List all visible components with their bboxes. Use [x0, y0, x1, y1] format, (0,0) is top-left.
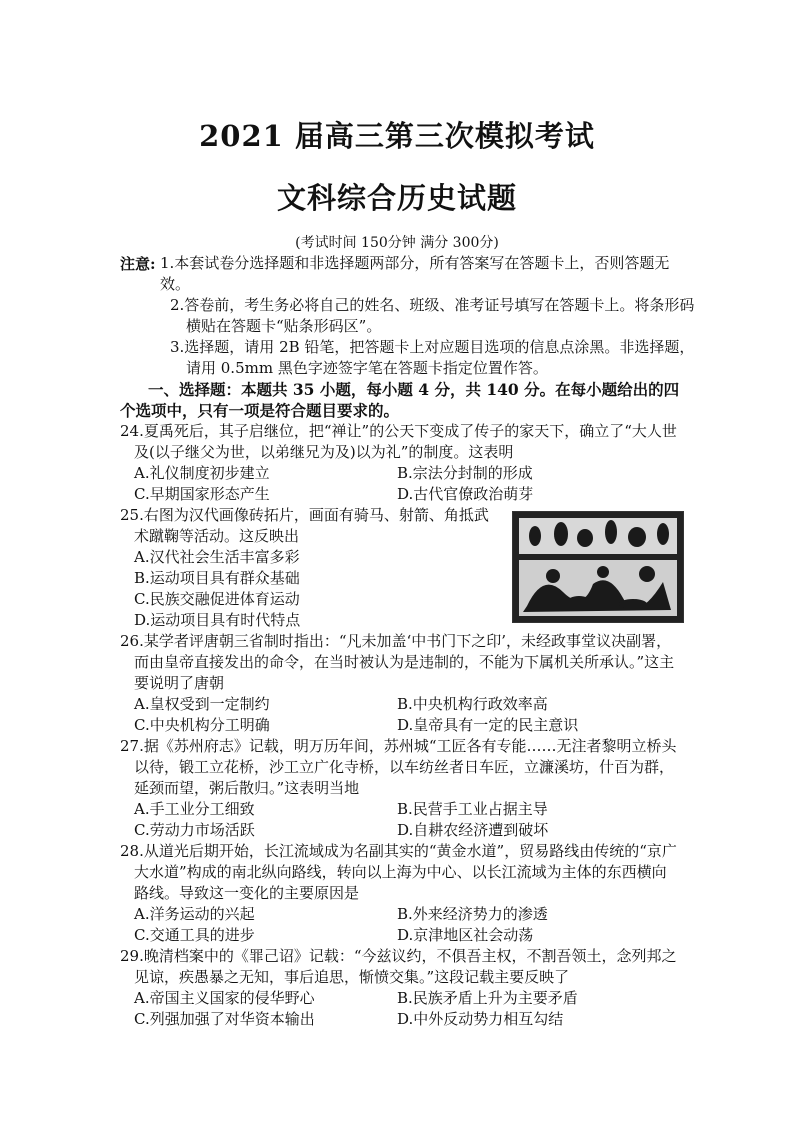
- option-b: B.宗法分封制的形成: [397, 464, 533, 482]
- note-item-2: 2.答卷前，考生务必将自己的姓名、班级、准考证号填写在答题卡上。将条形码横贴在答题卡“贴条形码区”。: [170, 296, 695, 335]
- option-d: D.京津地区社会动荡: [397, 926, 534, 944]
- option-d: D.古代官僚政治萌芽: [397, 485, 534, 503]
- exam-title: 2021 届高三第三次模拟考试: [199, 119, 595, 153]
- exam-subtitle: 文科综合历史试题: [276, 181, 517, 215]
- han-brick-rubbing-image: [512, 511, 684, 623]
- question-26: [120, 631, 680, 736]
- question-25: [120, 505, 500, 631]
- question-29: [120, 946, 680, 1030]
- question-28: [120, 841, 680, 946]
- question-stem: 29.晚清档案中的《罪己诏》记载：“今兹议约，不俱吾主权，不割吾领土，念列邦之见谅，疾愚暴之无知，事后追思，惭愤交集。”这段记载主要反映了: [120, 947, 677, 986]
- option-a: A.汉代社会生活丰富多彩: [134, 548, 300, 566]
- rubbing-illustration: [513, 512, 683, 622]
- note-item-1: 1.本套试卷分选择题和非选择题两部分，所有答案写在答题卡上，否则答题无效。: [160, 254, 670, 293]
- options: [120, 799, 680, 841]
- option-c: C.中央机构分工明确: [134, 716, 270, 734]
- option-d: D.运动项目具有时代特点: [134, 611, 301, 629]
- option-b: B.民营手工业占据主导: [397, 800, 548, 818]
- option-c: C.早期国家形态产生: [134, 485, 270, 503]
- question-stem: 27.据《苏州府志》记载，明万历年间，苏州城“工匠各有专能……无注者黎明立桥头以待，锻工立花桥，沙工立广化寺桥，以车纺丝者日车匠，立濂溪坊，什百为群，延颈而望，粥后散归。”这表明当地: [120, 737, 677, 797]
- options: [120, 547, 500, 631]
- question-stem: 24.夏禹死后，其子启继位，把“禅让”的公天下变成了传子的家天下，确立了“大人世及(以子继父为世，以弟继兄为及)以为礼”的制度。这表明: [120, 422, 677, 461]
- option-c: C.交通工具的进步: [134, 926, 255, 944]
- option-c: C.列强加强了对华资本输出: [134, 1010, 315, 1028]
- options: [120, 904, 680, 946]
- option-c: C.劳动力市场活跃: [134, 821, 255, 839]
- question-stem: 25.右图为汉代画像砖拓片，画面有骑马、射箭、角抵武术蹴鞠等活动。这反映出: [120, 506, 489, 545]
- option-d: D.皇帝具有一定的民主意识: [397, 716, 579, 734]
- question-stem: 26.某学者评唐朝三省制时指出：“凡未加盖‘中书门下之印’，未经政事堂议决副署，而由皇帝直接发出的命令，在当时被认为是违制的，不能为下属机关所承认。”这主要说明了唐朝: [120, 632, 675, 692]
- option-a: A.洋务运动的兴起: [134, 905, 255, 923]
- option-a: A.皇权受到一定制约: [134, 695, 270, 713]
- question-27: [120, 736, 680, 841]
- option-a: A.手工业分工细致: [134, 800, 255, 818]
- options: [120, 694, 680, 736]
- option-b: B.民族矛盾上升为主要矛盾: [397, 989, 578, 1007]
- notes-label: 注意:: [120, 255, 156, 273]
- options: [120, 463, 680, 505]
- option-d: D.自耕农经济遭到破坏: [397, 821, 549, 839]
- option-a: A.礼仪制度初步建立: [134, 464, 270, 482]
- option-b: B.运动项目具有群众基础: [134, 569, 300, 587]
- option-a: A.帝国主义国家的侵华野心: [134, 989, 315, 1007]
- options: [120, 988, 680, 1030]
- question-stem: 28.从道光后期开始，长江流域成为名副其实的“黄金水道”，贸易路线由传统的“京广大水道”构成的南北纵向路线，转向以上海为中心、以长江流域为主体的东西横向路线。导致这一变化的主要原因是: [120, 842, 677, 902]
- option-b: B.中央机构行政效率高: [397, 695, 548, 713]
- exam-info: (考试时间 150分钟 满分 300分): [295, 235, 499, 251]
- question-24: [120, 421, 680, 505]
- option-d: D.中外反动势力相互勾结: [397, 1010, 564, 1028]
- option-c: C.民族交融促进体育运动: [134, 590, 300, 608]
- note-item-3: 3.选择题，请用 2B 铅笔，把答题卡上对应题目选项的信息点涂黑。非选择题，请用 0.5mm 黑色字迹签字笔在答题卡指定位置作答。: [170, 338, 695, 377]
- section-heading: 一、选择题：本题共 35 小题，每小题 4 分，共 140 分。在每小题给出的四个选项中，只有一项是符合题目要求的。: [120, 380, 680, 420]
- option-b: B.外来经济势力的渗透: [397, 905, 548, 923]
